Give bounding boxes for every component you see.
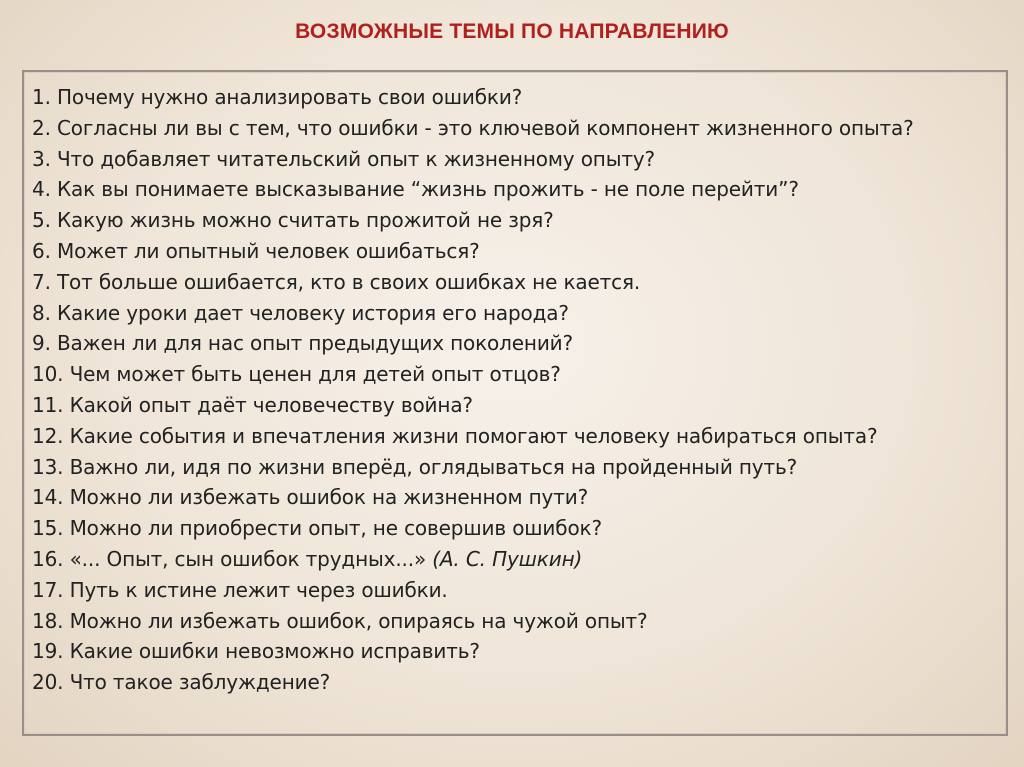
topic-item-4: 4. Как вы понимаете высказывание “жизнь прожить - не поле перейти”? [32,177,799,202]
topic-item-16-text: 16. «... Опыт, сын ошибок трудных...» [32,546,433,571]
topics-list [32,82,914,698]
topic-item-2: 2. Согласны ли вы с тем, что ошибки - это ключевой компонент жизненного опыта? [32,115,914,140]
topic-item-1: 1. Почему нужно анализировать свои ошибки? [32,85,523,109]
topic-item-16-author: (А. С. Пушкин) [432,546,583,571]
topic-item-11: 11. Какой опыт даёт человечеству война? [32,392,473,417]
topic-item-18: 18. Можно ли избежать ошибок, опираясь на чужой опыт? [32,608,648,633]
topic-item-8: 8. Какие уроки дает человеку история его народа? [32,300,569,325]
topic-item-10: 10. Чем может быть ценен для детей опыт отцов? [32,362,561,387]
topic-item-7: 7. Тот больше ошибается, кто в своих ошибках не кается. [32,269,641,294]
topic-item-20: 20. Что такое заблуждение? [32,670,331,695]
topic-item-16 [32,544,914,575]
topic-item-9: 9. Важен ли для нас опыт предыдущих поколений? [32,331,574,356]
topic-item-13: 13. Важно ли, идя по жизни вперёд, оглядываться на пройденный путь? [32,454,798,479]
topic-item-14: 14. Можно ли избежать ошибок на жизненном пути? [32,485,589,510]
topic-item-17: 17. Путь к истине лежит через ошибки. [32,577,448,602]
topic-item-15: 15. Можно ли приобрести опыт, не совершив ошибок? [32,516,602,541]
topic-item-12: 12. Какие события и впечатления жизни помогают человеку набираться опыта? [32,423,878,448]
slide-title: ВОЗМОЖНЫЕ ТЕМЫ ПО НАПРАВЛЕНИЮ [295,20,729,43]
topic-item-5: 5. Какую жизнь можно считать прожитой не зря? [32,208,554,233]
topic-item-6: 6. Может ли опытный человек ошибаться? [32,238,480,263]
topic-item-19: 19. Какие ошибки невозможно исправить? [32,639,480,664]
topic-item-3: 3. Что добавляет читательский опыт к жизненному опыту? [32,146,655,171]
topics-box [22,70,1008,736]
